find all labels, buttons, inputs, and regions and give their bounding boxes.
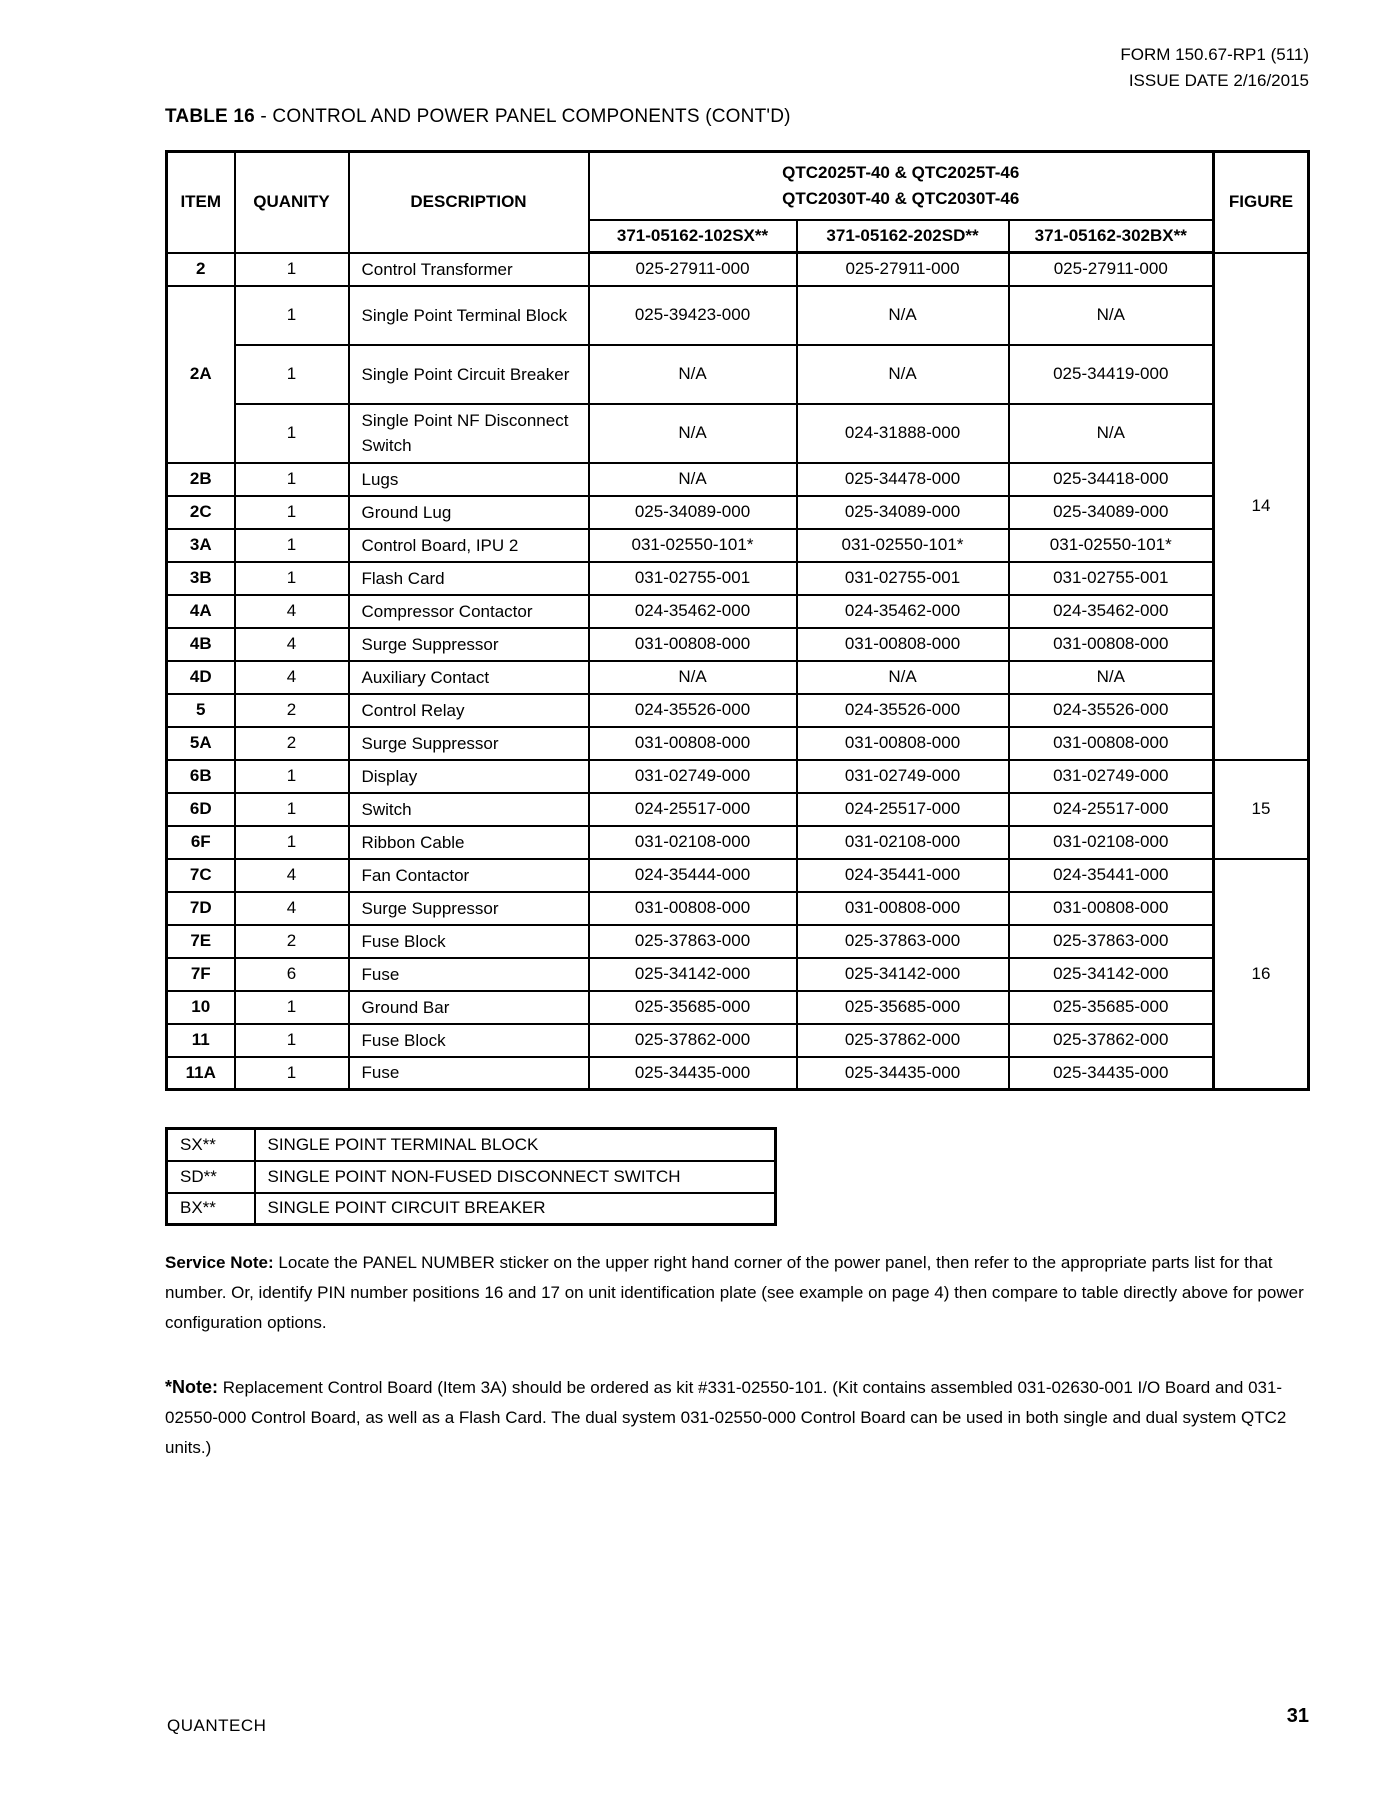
part-number-cell: 031-00808-000: [589, 628, 797, 661]
part-number-cell: 031-02550-101*: [797, 529, 1009, 562]
part-number-cell: 024-35462-000: [797, 595, 1009, 628]
item-cell: 6B: [167, 760, 235, 793]
table-row: [167, 727, 1309, 760]
quantity-cell: 4: [235, 628, 349, 661]
part-number-cell: 025-37863-000: [1009, 925, 1214, 958]
item-cell: 6D: [167, 793, 235, 826]
part-number-cell: 031-02749-000: [589, 760, 797, 793]
description-cell: Display: [349, 760, 589, 793]
table-row: [167, 496, 1309, 529]
description-cell: Control Board, IPU 2: [349, 529, 589, 562]
part-number-cell: N/A: [589, 404, 797, 463]
part-number-cell: 025-34435-000: [1009, 1057, 1214, 1090]
part-number-cell: N/A: [589, 345, 797, 404]
table-row: [167, 404, 1309, 463]
quantity-cell: 4: [235, 595, 349, 628]
part-number-cell: N/A: [797, 345, 1009, 404]
table-row: [167, 253, 1309, 286]
table-row: [167, 345, 1309, 404]
header-row-group: [167, 152, 1309, 220]
part-number-cell: 031-02550-101*: [1009, 529, 1214, 562]
col-header-item: ITEM: [167, 152, 235, 253]
part-number-cell: 031-02108-000: [589, 826, 797, 859]
legend-code: SD**: [167, 1161, 255, 1193]
part-number-cell: 025-27911-000: [589, 253, 797, 286]
table-row: [167, 892, 1309, 925]
quantity-cell: 2: [235, 727, 349, 760]
part-number-cell: 025-34418-000: [1009, 463, 1214, 496]
part-number-cell: 031-00808-000: [589, 892, 797, 925]
description-cell: Switch: [349, 793, 589, 826]
description-cell: Auxiliary Contact: [349, 661, 589, 694]
footer-brand: QUANTECH: [167, 1716, 267, 1735]
part-number-cell: N/A: [797, 286, 1009, 345]
description-cell: Surge Suppressor: [349, 727, 589, 760]
part-number-cell: 031-02755-001: [1009, 562, 1214, 595]
description-cell: Ground Lug: [349, 496, 589, 529]
part-number-cell: N/A: [797, 661, 1009, 694]
quantity-cell: 4: [235, 859, 349, 892]
quantity-cell: 1: [235, 760, 349, 793]
item-cell: 10: [167, 991, 235, 1024]
part-number-cell: N/A: [1009, 661, 1214, 694]
part-number-cell: 025-34142-000: [797, 958, 1009, 991]
col-header-figure: FIGURE: [1214, 152, 1309, 253]
part-number-cell: 025-34142-000: [1009, 958, 1214, 991]
part-number-cell: 031-00808-000: [589, 727, 797, 760]
part-number-cell: N/A: [1009, 404, 1214, 463]
quantity-cell: 1: [235, 991, 349, 1024]
description-cell: Fuse Block: [349, 925, 589, 958]
figure-cell: 16: [1214, 859, 1309, 1090]
models-line-2: QTC2030T-40 & QTC2030T-46: [782, 188, 1020, 208]
description-cell: Single Point Terminal Block: [349, 286, 589, 345]
part-number-cell: 031-00808-000: [1009, 727, 1214, 760]
description-cell: Flash Card: [349, 562, 589, 595]
table-row: [167, 1024, 1309, 1057]
table-title-number: TABLE 16: [165, 106, 255, 127]
legend-row: [167, 1161, 776, 1193]
star-note-text: Replacement Control Board (Item 3A) should be ordered as kit #331-02550-101. (Kit contains assembled 031-02630-001 I/O Board and 031-02550-000 Control Board, as well as a Flash Card. The dual system 031-02550-000 Control Board can be used in both single and dual system QTC2 units.): [165, 1378, 1287, 1457]
item-cell: 2: [167, 253, 235, 286]
table-row: [167, 859, 1309, 892]
part-number-cell: 031-00808-000: [797, 628, 1009, 661]
part-number-cell: 024-35526-000: [589, 694, 797, 727]
quantity-cell: 1: [235, 496, 349, 529]
item-cell: 4A: [167, 595, 235, 628]
part-number-cell: 024-35441-000: [797, 859, 1009, 892]
col-header-102sx: 371-05162-102SX**: [589, 220, 797, 253]
quantity-cell: 1: [235, 463, 349, 496]
table-row: [167, 628, 1309, 661]
table-row: [167, 991, 1309, 1024]
part-number-cell: N/A: [589, 463, 797, 496]
description-cell: Fan Contactor: [349, 859, 589, 892]
table-title: [165, 106, 791, 128]
item-cell: 11A: [167, 1057, 235, 1090]
quantity-cell: 2: [235, 925, 349, 958]
part-number-cell: 025-37862-000: [589, 1024, 797, 1057]
part-number-cell: 031-00808-000: [797, 892, 1009, 925]
table-row: [167, 925, 1309, 958]
description-cell: Single Point NF Disconnect Switch: [349, 404, 589, 463]
part-number-cell: 031-00808-000: [1009, 628, 1214, 661]
models-line-1: QTC2025T-40 & QTC2025T-46: [782, 162, 1020, 182]
table-row: [167, 463, 1309, 496]
part-number-cell: 024-35526-000: [797, 694, 1009, 727]
part-number-cell: N/A: [589, 661, 797, 694]
item-cell: 2C: [167, 496, 235, 529]
quantity-cell: 6: [235, 958, 349, 991]
part-number-cell: 025-35685-000: [797, 991, 1009, 1024]
table-row: [167, 595, 1309, 628]
description-cell: Surge Suppressor: [349, 892, 589, 925]
part-number-cell: 025-34089-000: [589, 496, 797, 529]
part-number-cell: 025-34435-000: [797, 1057, 1009, 1090]
form-number: FORM 150.67-RP1 (511): [1120, 45, 1309, 64]
table-row: [167, 286, 1309, 345]
part-number-cell: 031-00808-000: [1009, 892, 1214, 925]
form-info: [1120, 42, 1309, 94]
item-cell: 6F: [167, 826, 235, 859]
part-number-cell: 025-35685-000: [589, 991, 797, 1024]
legend-row: [167, 1129, 776, 1161]
table-row: [167, 562, 1309, 595]
legend-code: BX**: [167, 1193, 255, 1225]
col-header-302bx: 371-05162-302BX**: [1009, 220, 1214, 253]
quantity-cell: 4: [235, 892, 349, 925]
table-row: [167, 529, 1309, 562]
legend-code: SX**: [167, 1129, 255, 1161]
col-header-description: DESCRIPTION: [349, 152, 589, 253]
quantity-cell: 1: [235, 1024, 349, 1057]
part-number-cell: 031-02108-000: [1009, 826, 1214, 859]
part-number-cell: 024-31888-000: [797, 404, 1009, 463]
item-cell: 3B: [167, 562, 235, 595]
part-number-cell: 025-34435-000: [589, 1057, 797, 1090]
part-number-cell: 024-25517-000: [797, 793, 1009, 826]
part-number-cell: 025-37862-000: [797, 1024, 1009, 1057]
part-number-cell: 024-35444-000: [589, 859, 797, 892]
item-cell: 7C: [167, 859, 235, 892]
part-number-cell: 024-25517-000: [1009, 793, 1214, 826]
legend-label: SINGLE POINT CIRCUIT BREAKER: [255, 1193, 776, 1225]
description-cell: Surge Suppressor: [349, 628, 589, 661]
quantity-cell: 4: [235, 661, 349, 694]
item-cell: 7F: [167, 958, 235, 991]
star-note-label: *Note:: [165, 1377, 218, 1397]
part-number-cell: 031-02108-000: [797, 826, 1009, 859]
page-number: 31: [1286, 1705, 1309, 1727]
item-cell: 7E: [167, 925, 235, 958]
quantity-cell: 1: [235, 404, 349, 463]
part-number-cell: 025-37862-000: [1009, 1024, 1214, 1057]
part-number-cell: 025-37863-000: [797, 925, 1009, 958]
part-number-cell: 031-02755-001: [797, 562, 1009, 595]
part-number-cell: 025-27911-000: [797, 253, 1009, 286]
description-cell: Fuse: [349, 1057, 589, 1090]
quantity-cell: 1: [235, 345, 349, 404]
part-number-cell: 024-35462-000: [589, 595, 797, 628]
description-cell: Lugs: [349, 463, 589, 496]
col-header-202sd: 371-05162-202SD**: [797, 220, 1009, 253]
table-title-text: - CONTROL AND POWER PANEL COMPONENTS (CONT'D): [254, 106, 791, 127]
service-note-text: Locate the PANEL NUMBER sticker on the upper right hand corner of the power panel, then refer to the appropriate parts list for that number. Or, identify PIN number positions 16 and 17 on unit identification plate (see example on page 4) then compare to table directly above for power configuration options.: [165, 1253, 1304, 1332]
part-number-cell: 024-25517-000: [589, 793, 797, 826]
description-cell: Ground Bar: [349, 991, 589, 1024]
description-cell: Compressor Contactor: [349, 595, 589, 628]
quantity-cell: 2: [235, 694, 349, 727]
item-cell: 5: [167, 694, 235, 727]
quantity-cell: 1: [235, 793, 349, 826]
item-cell: 2B: [167, 463, 235, 496]
part-number-cell: 024-35441-000: [1009, 859, 1214, 892]
part-number-cell: 025-27911-000: [1009, 253, 1214, 286]
description-cell: Ribbon Cable: [349, 826, 589, 859]
quantity-cell: 1: [235, 1057, 349, 1090]
col-header-quantity: QUANITY: [235, 152, 349, 253]
service-note-label: Service Note:: [165, 1253, 274, 1272]
part-number-cell: 025-39423-000: [589, 286, 797, 345]
issue-date: ISSUE DATE 2/16/2015: [1128, 71, 1309, 90]
part-number-cell: 025-34089-000: [1009, 496, 1214, 529]
item-cell: 7D: [167, 892, 235, 925]
legend-label: SINGLE POINT NON-FUSED DISCONNECT SWITCH: [255, 1161, 776, 1193]
part-number-cell: 031-02550-101*: [589, 529, 797, 562]
col-header-models: [589, 152, 1214, 220]
quantity-cell: 1: [235, 529, 349, 562]
description-cell: Control Transformer: [349, 253, 589, 286]
part-number-cell: 031-00808-000: [797, 727, 1009, 760]
figure-cell: 15: [1214, 760, 1309, 859]
quantity-cell: 1: [235, 826, 349, 859]
item-cell: 11: [167, 1024, 235, 1057]
item-cell: 3A: [167, 529, 235, 562]
part-number-cell: N/A: [1009, 286, 1214, 345]
item-cell: 4B: [167, 628, 235, 661]
parts-table: [165, 150, 1310, 1091]
quantity-cell: 1: [235, 253, 349, 286]
table-row: [167, 958, 1309, 991]
part-number-cell: 024-35462-000: [1009, 595, 1214, 628]
part-number-cell: 025-37863-000: [589, 925, 797, 958]
part-number-cell: 025-34089-000: [797, 496, 1009, 529]
item-cell: 5A: [167, 727, 235, 760]
quantity-cell: 1: [235, 286, 349, 345]
part-number-cell: 031-02755-001: [589, 562, 797, 595]
part-number-cell: 025-34142-000: [589, 958, 797, 991]
item-cell: 4D: [167, 661, 235, 694]
part-number-cell: 031-02749-000: [797, 760, 1009, 793]
item-cell: 2A: [167, 286, 235, 463]
star-note: [165, 1372, 1307, 1463]
part-number-cell: 025-35685-000: [1009, 991, 1214, 1024]
table-row: [167, 793, 1309, 826]
table-row: [167, 694, 1309, 727]
figure-cell: 14: [1214, 253, 1309, 760]
table-row: [167, 661, 1309, 694]
part-number-cell: 024-35526-000: [1009, 694, 1214, 727]
part-number-cell: 025-34419-000: [1009, 345, 1214, 404]
table-row: [167, 1057, 1309, 1090]
description-cell: Control Relay: [349, 694, 589, 727]
legend-row: [167, 1193, 776, 1225]
legend-table: [165, 1127, 777, 1226]
quantity-cell: 1: [235, 562, 349, 595]
table-row: [167, 760, 1309, 793]
part-number-cell: 031-02749-000: [1009, 760, 1214, 793]
description-cell: Single Point Circuit Breaker: [349, 345, 589, 404]
description-cell: Fuse: [349, 958, 589, 991]
description-cell: Fuse Block: [349, 1024, 589, 1057]
service-note: [165, 1248, 1307, 1338]
legend-label: SINGLE POINT TERMINAL BLOCK: [255, 1129, 776, 1161]
table-row: [167, 826, 1309, 859]
part-number-cell: 025-34478-000: [797, 463, 1009, 496]
